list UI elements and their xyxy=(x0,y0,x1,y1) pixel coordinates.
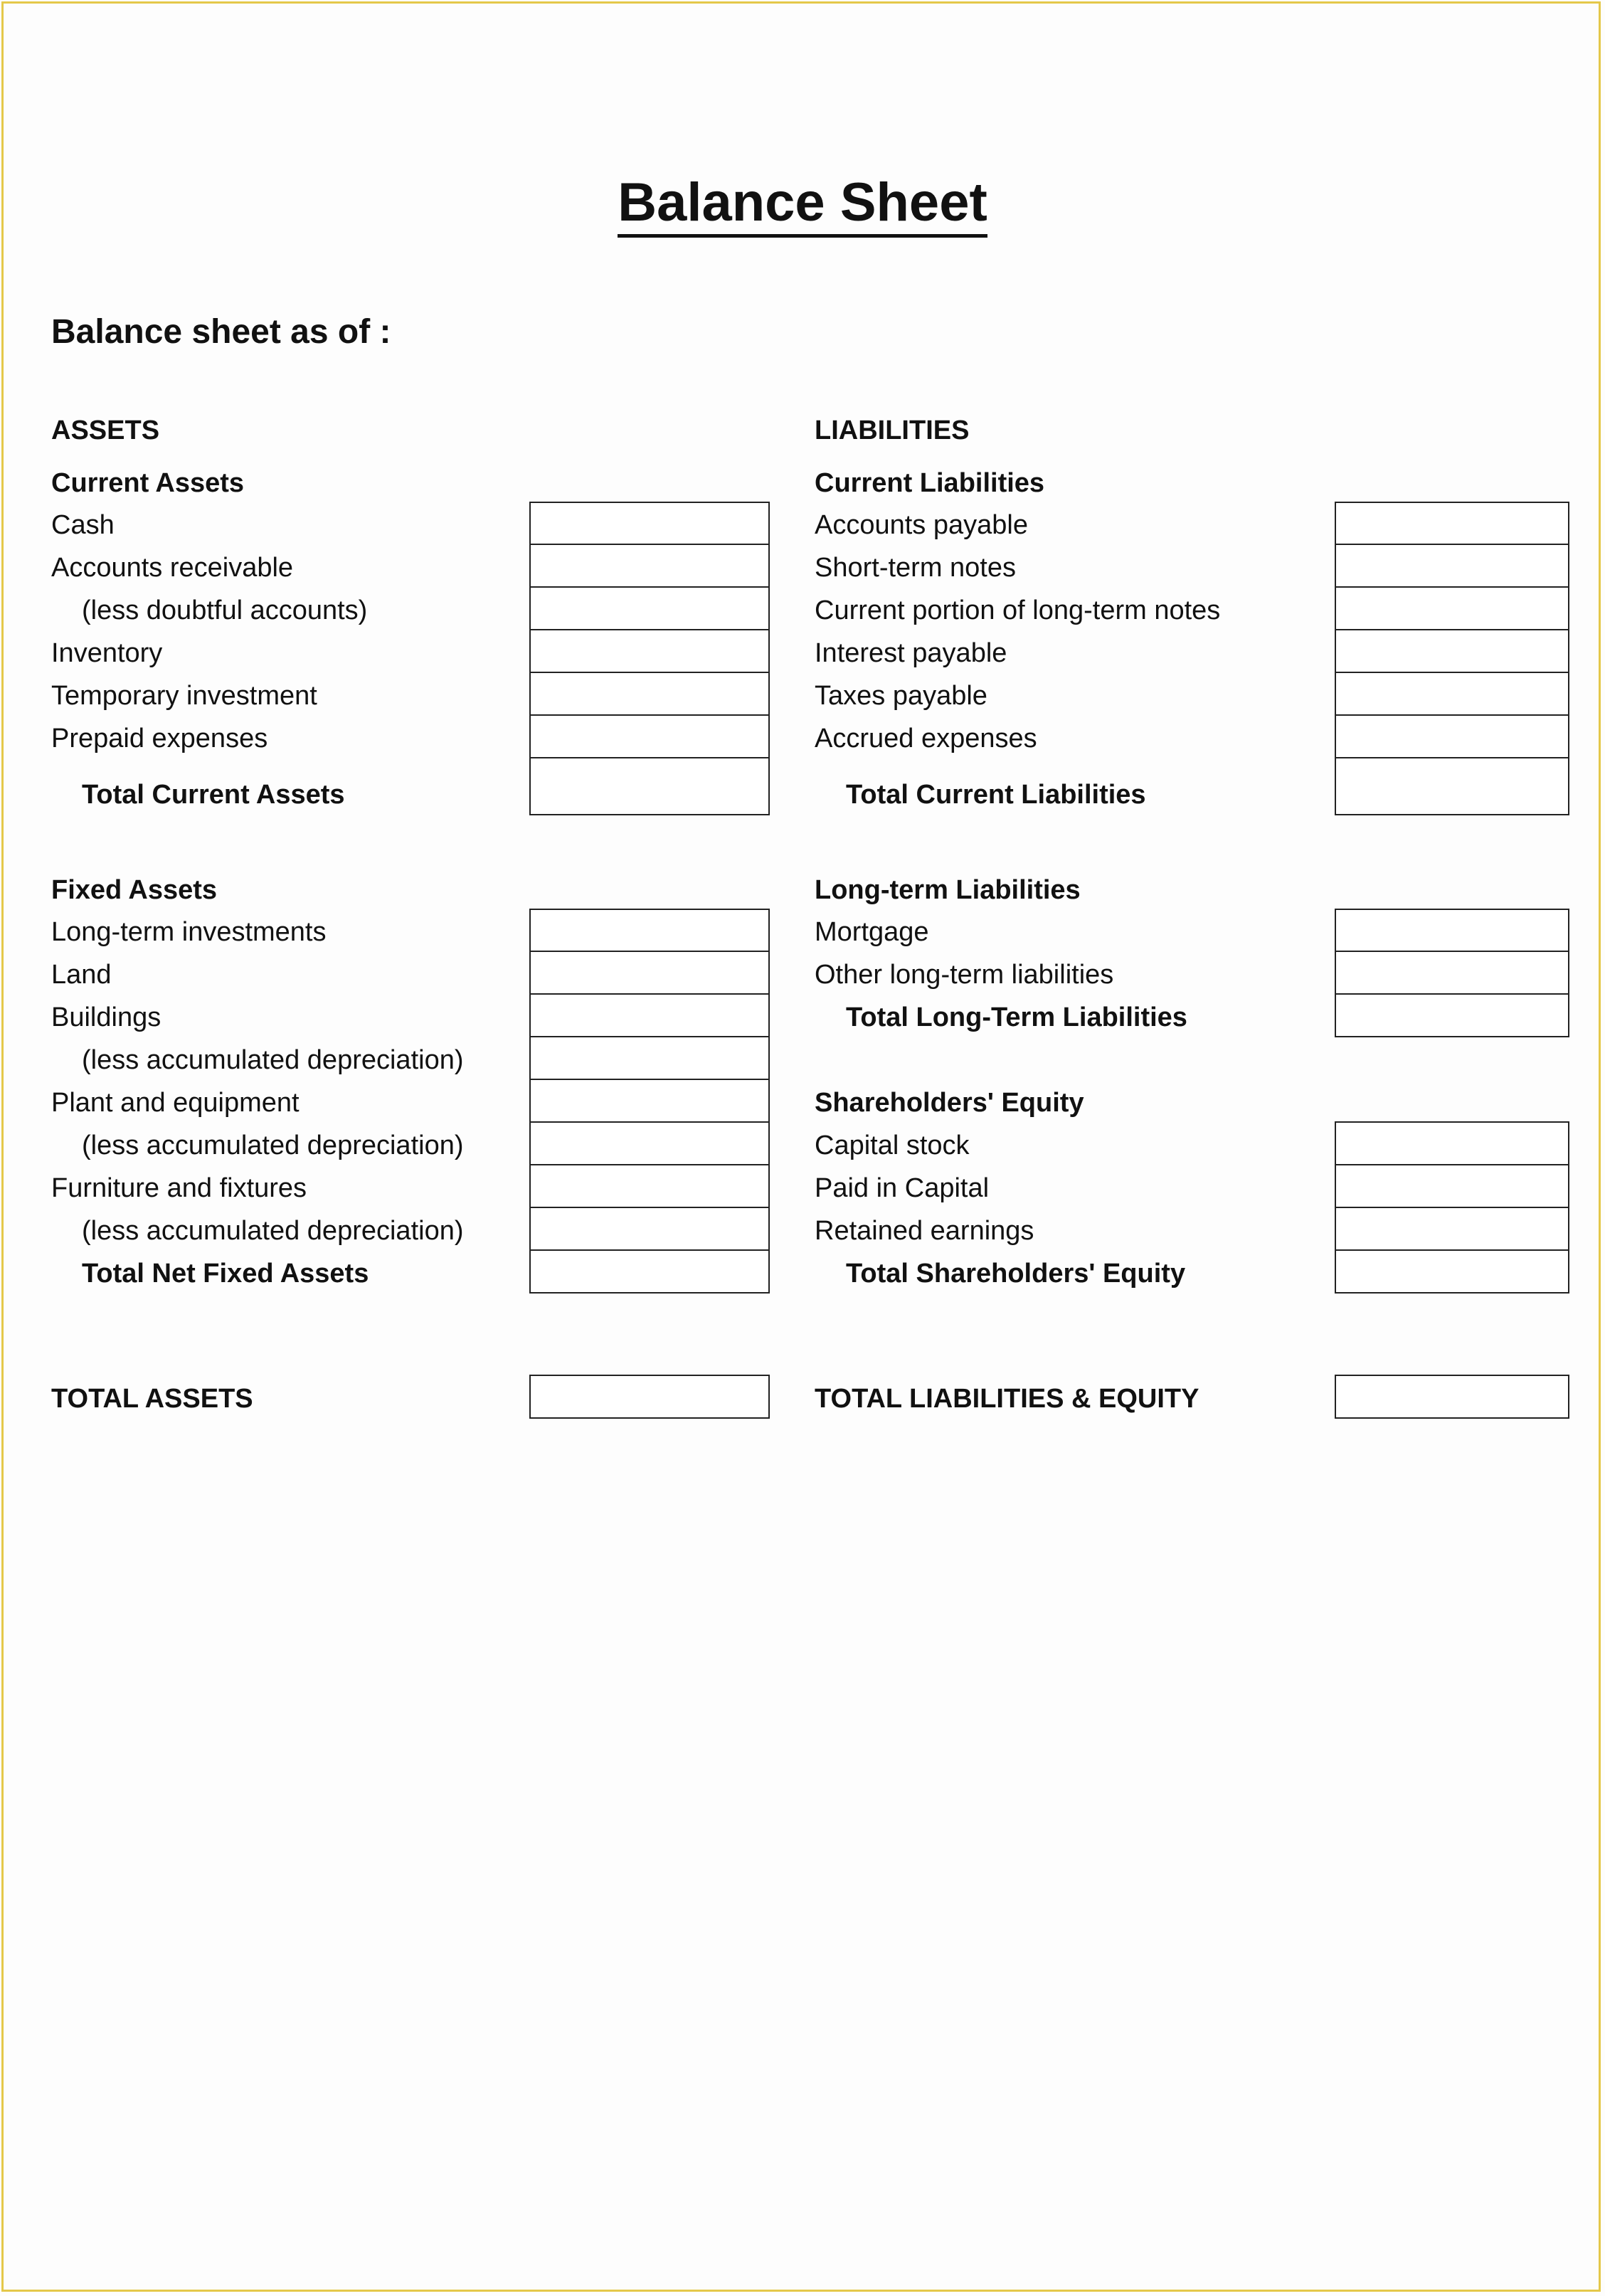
input-buildings-depreciation[interactable] xyxy=(529,1036,770,1080)
input-plant-depreciation[interactable] xyxy=(529,1121,770,1165)
asset-label-long-term-investments: Long-term investments xyxy=(51,917,327,947)
asset-label-plant-depreciation: (less accumulated depreciation) xyxy=(82,1131,464,1160)
total-current-assets-label: Total Current Assets xyxy=(82,780,345,810)
input-prepaid-expenses[interactable] xyxy=(529,714,770,758)
input-total-assets[interactable] xyxy=(529,1375,770,1419)
asset-label-accounts-receivable: Accounts receivable xyxy=(51,553,294,583)
total-current-liabilities-label: Total Current Liabilities xyxy=(846,780,1146,810)
liability-label-current-portion-long-term-notes: Current portion of long-term notes xyxy=(815,596,1221,625)
input-furniture-depreciation[interactable] xyxy=(529,1207,770,1251)
liability-label-taxes-payable: Taxes payable xyxy=(815,681,987,711)
asset-label-buildings-depreciation: (less accumulated depreciation) xyxy=(82,1045,464,1075)
assets-header: ASSETS xyxy=(51,416,160,445)
asset-label-buildings: Buildings xyxy=(51,1002,161,1032)
as-of-label: Balance sheet as of : xyxy=(51,313,391,351)
input-interest-payable[interactable] xyxy=(1335,629,1569,673)
input-accounts-receivable[interactable] xyxy=(529,544,770,588)
input-capital-stock[interactable] xyxy=(1335,1121,1569,1165)
liability-label-mortgage: Mortgage xyxy=(815,917,929,947)
asset-label-plant-and-equipment: Plant and equipment xyxy=(51,1088,300,1118)
total-liabilities-equity-label: TOTAL LIABILITIES & EQUITY xyxy=(815,1384,1199,1414)
liability-label-accounts-payable: Accounts payable xyxy=(815,510,1028,540)
current-liabilities-header: Current Liabilities xyxy=(815,468,1045,498)
input-inventory[interactable] xyxy=(529,629,770,673)
input-accounts-payable[interactable] xyxy=(1335,502,1569,545)
liability-label-other-long-term: Other long-term liabilities xyxy=(815,960,1114,990)
input-total-current-liabilities[interactable] xyxy=(1335,757,1569,815)
liability-label-accrued-expenses: Accrued expenses xyxy=(815,724,1037,753)
equity-label-paid-in-capital: Paid in Capital xyxy=(815,1173,990,1203)
current-assets-header: Current Assets xyxy=(51,468,245,498)
fixed-assets-header: Fixed Assets xyxy=(51,875,218,905)
asset-label-land: Land xyxy=(51,960,112,990)
asset-label-furniture-depreciation: (less accumulated depreciation) xyxy=(82,1216,464,1246)
shareholders-equity-header: Shareholders' Equity xyxy=(815,1088,1084,1118)
liability-label-short-term-notes: Short-term notes xyxy=(815,553,1016,583)
input-accrued-expenses[interactable] xyxy=(1335,714,1569,758)
input-less-doubtful-accounts[interactable] xyxy=(529,586,770,630)
input-buildings[interactable] xyxy=(529,993,770,1037)
asset-label-prepaid-expenses: Prepaid expenses xyxy=(51,724,268,753)
input-total-long-term-liabilities[interactable] xyxy=(1335,993,1569,1037)
input-total-shareholders-equity[interactable] xyxy=(1335,1249,1569,1294)
input-total-net-fixed-assets[interactable] xyxy=(529,1249,770,1294)
total-long-term-liabilities-label: Total Long-Term Liabilities xyxy=(846,1002,1187,1032)
equity-label-capital-stock: Capital stock xyxy=(815,1131,970,1160)
input-temporary-investment[interactable] xyxy=(529,672,770,716)
asset-label-furniture-and-fixtures: Furniture and fixtures xyxy=(51,1173,307,1203)
input-taxes-payable[interactable] xyxy=(1335,672,1569,716)
input-paid-in-capital[interactable] xyxy=(1335,1164,1569,1208)
asset-label-cash: Cash xyxy=(51,510,115,540)
asset-label-less-doubtful-accounts: (less doubtful accounts) xyxy=(82,596,368,625)
liabilities-header: LIABILITIES xyxy=(815,416,970,445)
input-mortgage[interactable] xyxy=(1335,909,1569,952)
input-short-term-notes[interactable] xyxy=(1335,544,1569,588)
page-title: Balance Sheet xyxy=(0,171,1605,235)
input-land[interactable] xyxy=(529,951,770,995)
input-cash[interactable] xyxy=(529,502,770,545)
input-current-portion-long-term-notes[interactable] xyxy=(1335,586,1569,630)
input-total-liabilities-equity[interactable] xyxy=(1335,1375,1569,1419)
long-term-liabilities-header: Long-term Liabilities xyxy=(815,875,1081,905)
total-assets-label: TOTAL ASSETS xyxy=(51,1384,253,1414)
input-retained-earnings[interactable] xyxy=(1335,1207,1569,1251)
total-shareholders-equity-label: Total Shareholders' Equity xyxy=(846,1259,1186,1289)
liability-label-interest-payable: Interest payable xyxy=(815,638,1007,668)
input-furniture-and-fixtures[interactable] xyxy=(529,1164,770,1208)
asset-label-temporary-investment: Temporary investment xyxy=(51,681,317,711)
asset-label-inventory: Inventory xyxy=(51,638,163,668)
input-other-long-term[interactable] xyxy=(1335,951,1569,995)
equity-label-retained-earnings: Retained earnings xyxy=(815,1216,1034,1246)
input-plant-and-equipment[interactable] xyxy=(529,1079,770,1123)
input-total-current-assets[interactable] xyxy=(529,757,770,815)
input-long-term-investments[interactable] xyxy=(529,909,770,952)
total-net-fixed-assets-label: Total Net Fixed Assets xyxy=(82,1259,369,1289)
